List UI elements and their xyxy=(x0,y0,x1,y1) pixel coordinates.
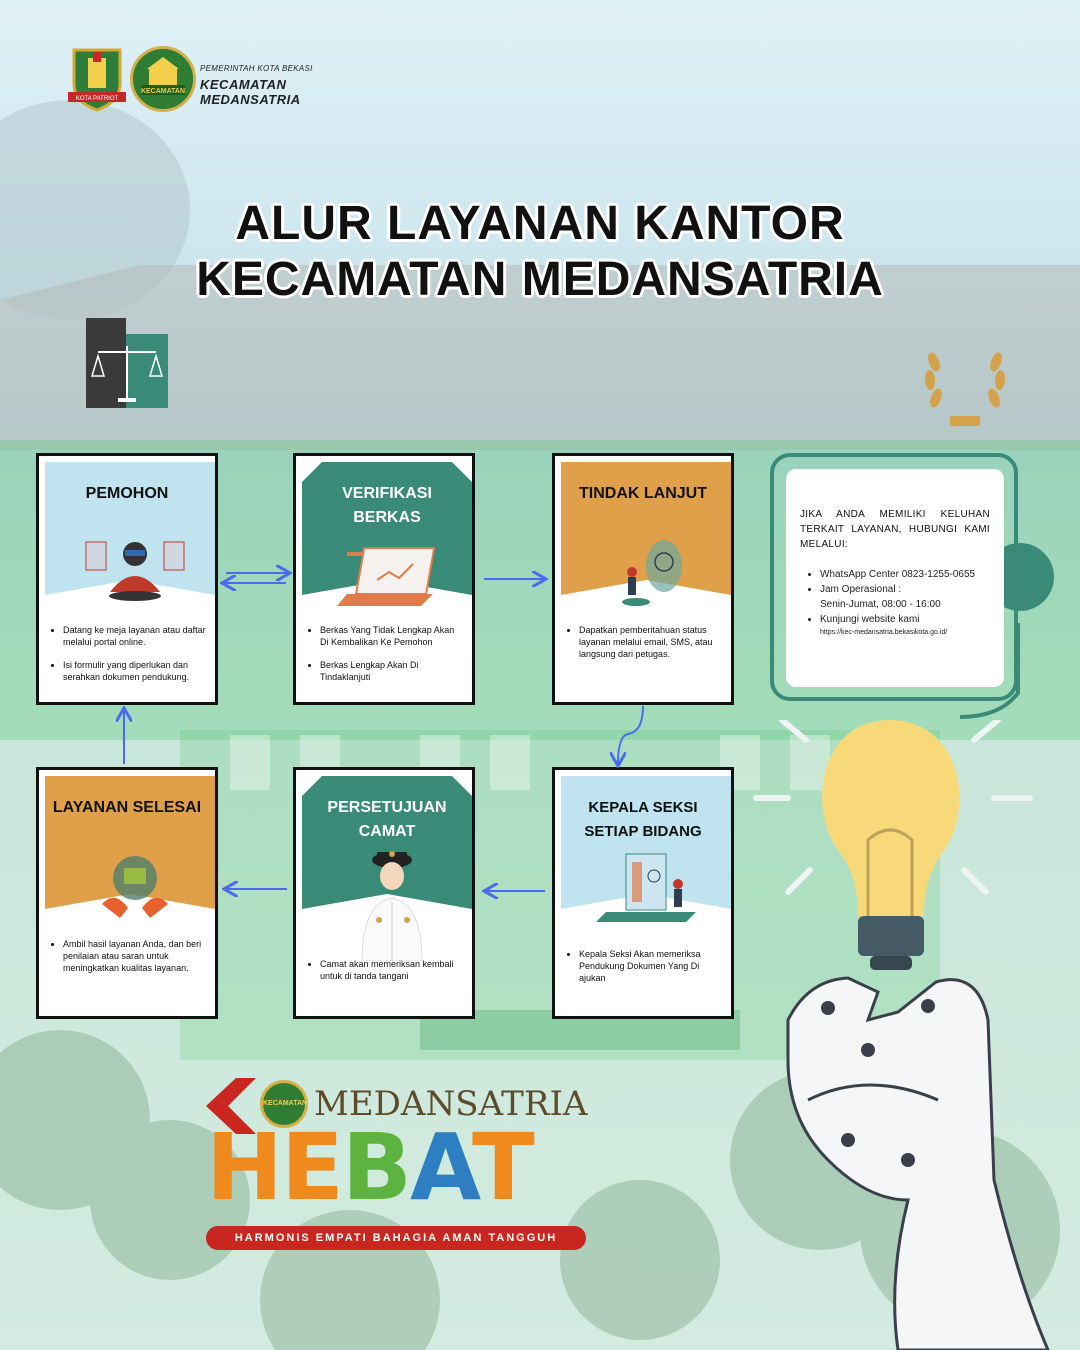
hebat-letter: A xyxy=(409,1114,473,1221)
hebat-letter: E xyxy=(281,1114,342,1221)
page-title-line-2: KECAMATAN MEDANSATRIA xyxy=(196,253,884,306)
robot-hand xyxy=(788,978,1048,1350)
kecamatan-mini-emblem: KECAMATAN xyxy=(260,1080,308,1128)
step-bullet: • Berkas Lengkap Akan Di Tindaklanjuti xyxy=(320,659,464,683)
step-bullet: • Camat akan memeriksan kembali untuk di tanda tangani xyxy=(320,958,464,982)
step-bullet: • Isi formulir yang diperlukan dan serahkan dokumen pendukung. xyxy=(63,659,207,683)
step-bullet: • Datang ke meja layanan atau daftar melalui portal online. xyxy=(63,624,207,648)
brand-hebat xyxy=(206,1114,533,1221)
hebat-brand-logo xyxy=(206,1074,596,1264)
step-bullet: • Ambil hasil layanan Anda, dan beri penilaian atau saran untuk meningkatkan kualitas layanan. xyxy=(63,938,207,974)
kota-caption: KOTA PATRIOT xyxy=(75,96,119,102)
step-title: VERIFIKASI BERKAS xyxy=(342,485,432,526)
robot-hand-lightbulb-illustration xyxy=(748,720,1080,1350)
org-line-2: KECAMATAN MEDANSATRIA xyxy=(200,77,301,107)
light-ray xyxy=(782,720,806,740)
hours-label: Jam Operasional : xyxy=(820,584,902,595)
step-title: PEMOHON xyxy=(85,485,169,502)
light-ray xyxy=(788,870,810,892)
contact-heading: JIKA ANDA MEMILIKI KELUHAN TERKAIT LAYANAN, HUBUNGI KAMI MELALUI: xyxy=(800,509,990,550)
org-line-1: PEMERINTAH KOTA BEKASI xyxy=(200,64,313,73)
hebat-letter: B xyxy=(341,1114,410,1221)
step-bullet: • Dapatkan pemberitahuan status layanan melalui email, SMS, atau langsung dari petugas. xyxy=(579,624,723,660)
website-label: Kunjungi website kami xyxy=(820,614,920,625)
step-bullet: • Berkas Yang Tidak Lengkap Akan Di Kembalikan Ke Pemohon xyxy=(320,624,464,648)
brand-medansatria: MEDANSATRIA xyxy=(314,1084,588,1124)
step-title: TINDAK LANJUT xyxy=(579,485,707,502)
step-title: LAYANAN SELESAI xyxy=(52,799,202,816)
brand-tagline: HARMONIS EMPATI BAHAGIA AMAN TANGGUH xyxy=(206,1226,586,1250)
step-title: KEPALA SEKSI SETIAP BIDANG xyxy=(584,799,702,840)
website-link[interactable]: https://kec-medansatria.bekasikota.go.id/ xyxy=(820,629,948,636)
lightbulb-glass xyxy=(822,720,959,916)
light-ray xyxy=(974,720,998,740)
hebat-letter: H xyxy=(206,1114,281,1221)
arrow-tindak-lanjut-to-kepala-seksi xyxy=(618,706,643,764)
hebat-letter: T xyxy=(472,1114,533,1221)
contact-panel xyxy=(770,453,1018,721)
page-title-line-1: ALUR LAYANAN KANTOR xyxy=(235,197,845,250)
light-ray xyxy=(964,870,986,892)
contact-card xyxy=(786,469,1004,687)
step-bullet: • Kepala Seksi Akan memeriksa Pendukung Dokumen Yang Di ajukan xyxy=(579,948,723,984)
hours-value: Senin-Jumat, 08:00 - 16:00 xyxy=(820,599,941,610)
kecamatan-caption: KECAMATAN xyxy=(140,88,186,95)
lightbulb-base xyxy=(858,916,924,956)
step-title: PERSETUJUAN CAMAT xyxy=(327,799,447,840)
whatsapp-contact: • WhatsApp Center 0823-1255-0655 xyxy=(820,567,1010,582)
